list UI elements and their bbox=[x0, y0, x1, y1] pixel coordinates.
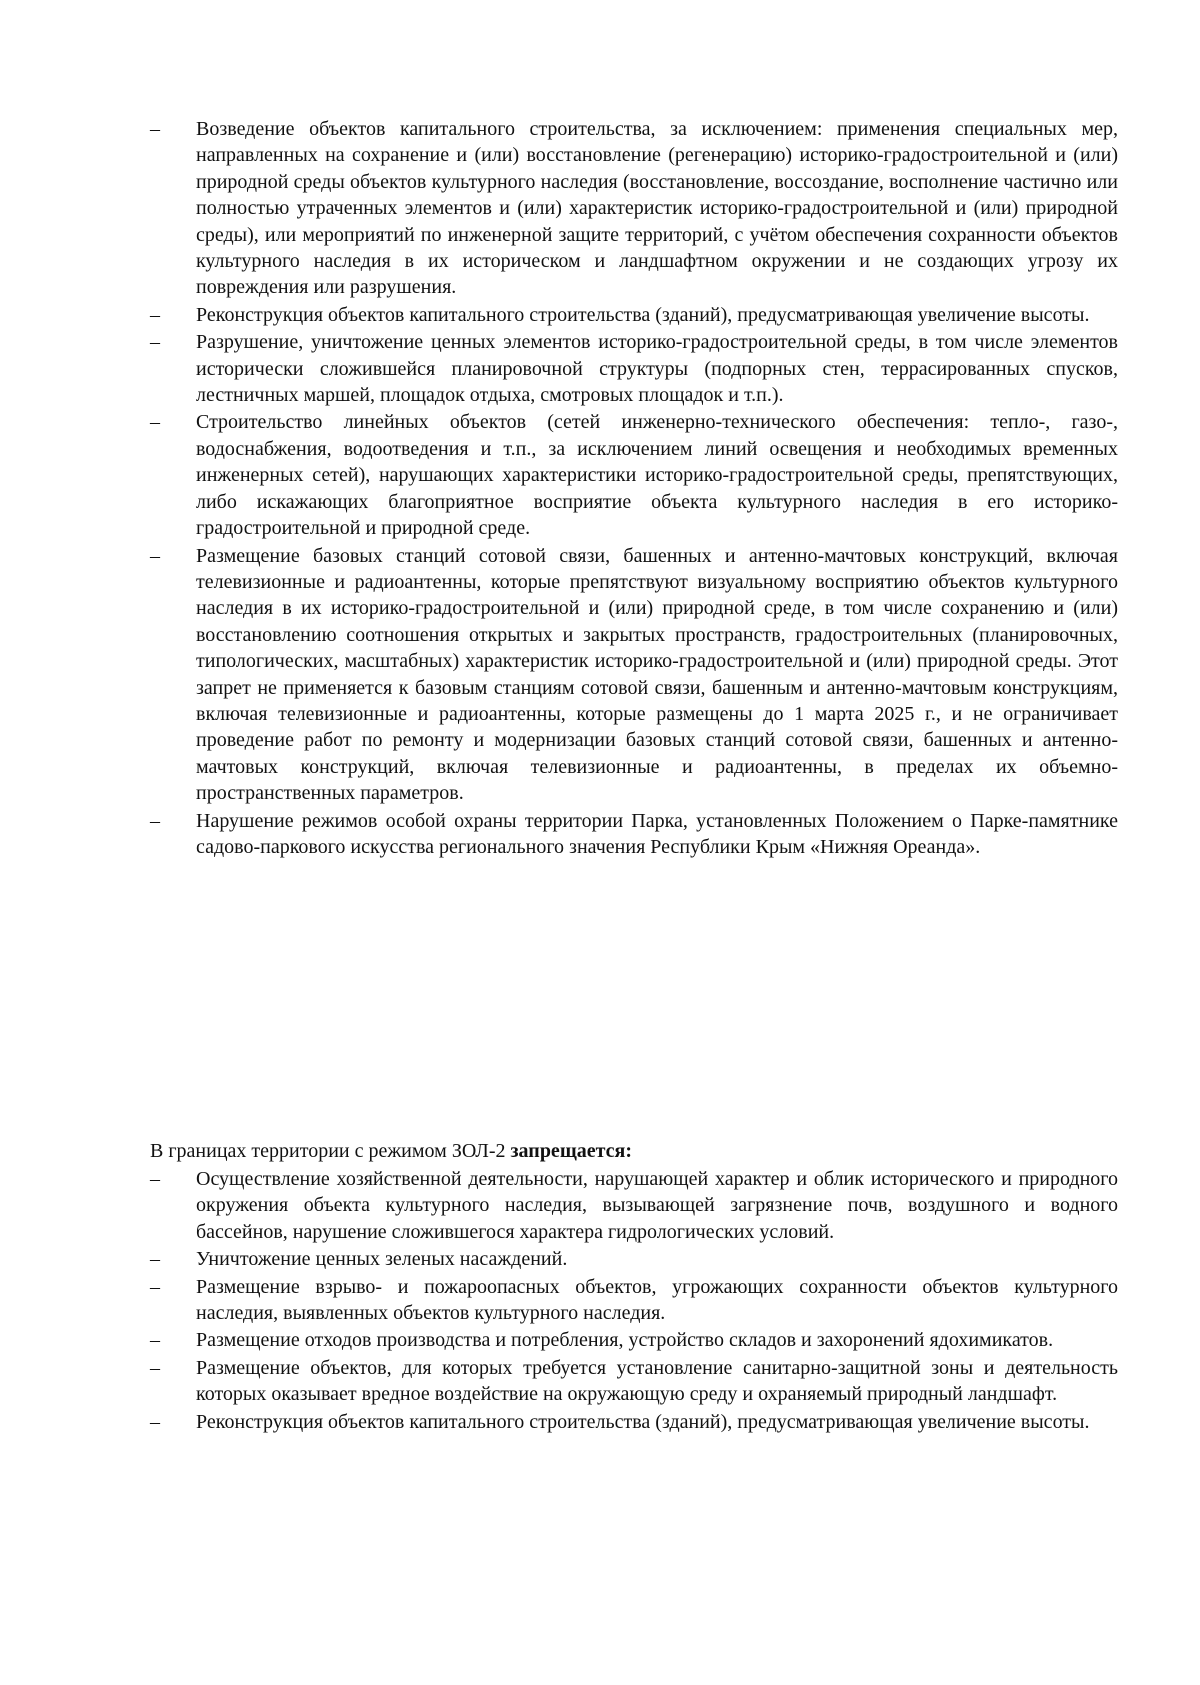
zone-heading bbox=[150, 1138, 1118, 1164]
list-item bbox=[150, 808, 1118, 861]
bullet-list bbox=[150, 116, 1118, 860]
list-item bbox=[150, 329, 1118, 408]
list-item-text: Реконструкция объектов капитального строительства (зданий), предусматривающая увеличение высоты. bbox=[196, 303, 1090, 326]
list-item bbox=[150, 1327, 1118, 1353]
list-item bbox=[150, 1355, 1118, 1408]
list-item bbox=[150, 1274, 1118, 1327]
list-item-text: Разрушение, уничтожение ценных элементов историко-градостроительной среды, в том числе элементов исторически сложившейся планировочной структуры (подпорных стен, террасированных спусков, лестничных маршей, площадок отдыха, смотровых площадок и т.п.). bbox=[196, 331, 1118, 407]
zone-heading-bold: запрещается: bbox=[510, 1140, 632, 1162]
list-item-text: Размещение отходов производства и потребления, устройство складов и захоронений ядохимикатов. bbox=[196, 1329, 1054, 1352]
list-item bbox=[150, 116, 1118, 301]
list-item-text: Реконструкция объектов капитального строительства (зданий), предусматривающая увеличение высоты. bbox=[196, 1410, 1090, 1433]
zone-heading-text: В границах территории с режимом ЗОЛ-2 bbox=[150, 1140, 511, 1162]
dash-marker: – bbox=[150, 1248, 160, 1271]
dash-marker: – bbox=[150, 331, 160, 354]
dash-marker: – bbox=[150, 1356, 160, 1379]
list-item bbox=[150, 302, 1118, 328]
list-item bbox=[150, 1246, 1118, 1272]
list-item bbox=[150, 409, 1118, 541]
dash-marker: – bbox=[150, 1275, 160, 1298]
list-item-text: Возведение объектов капитального строительства, за исключением: применения специальных мер, направленных на сохранение и (или) восстановление (регенерацию) историко-градостроительной и (или) природной среды объектов культурного наследия (восстановление, воссоздание, восполнение частично или полностью утраченных элементов и (или) характеристик историко-градостроительной и (или) природной среды), или мероприятий по инженерной защите территорий, с учётом обеспечения сохранности объектов культурного наследия в их историческом и ландшафтном окружении и не создающих угрозу их повреждения или разрушения. bbox=[196, 118, 1118, 299]
list-item-text: Строительство линейных объектов (сетей инженерно-технического обеспечения: тепло-, газо-, водоснабжения, водоотведения и т.п., за исключением линий освещения и необходимых временных инженерных сетей), нарушающих характеристики историко-градостроительной среды, препятствующих, либо искажающих благоприятное восприятие объекта культурного наследия в его историко-градостроительной и природной среде. bbox=[196, 411, 1118, 540]
dash-marker: – bbox=[150, 411, 160, 434]
dash-marker: – bbox=[150, 118, 160, 140]
list-item bbox=[150, 1409, 1118, 1435]
list-item-text: Осуществление хозяйственной деятельности, нарушающей характер и облик исторического и природного окружения объекта культурного наследия, вызывающей загрязнение почв, воздушного и водного бассейнов, нарушение сложившегося характера гидрологических условий. bbox=[196, 1168, 1118, 1243]
dash-marker: – bbox=[150, 1329, 160, 1352]
prohibitions-list-2 bbox=[150, 1166, 1118, 1435]
list-item-text: Размещение базовых станций сотовой связи, башенных и антенно-мачтовых конструкций, включая телевизионные и радиоантенны, которые препятствуют визуальному восприятию объектов культурного наследия в их историко-градостроительной и (или) природной среде, в том числе сохранению и (или) восстановлению соотношения открытых и закрытых пространств, градостроительных (планировочных, типологических, масштабных) характеристик историко-градостроительной и (или) природной среды. Этот запрет не применяется к базовым станциям сотовой связи, башенным и антенно-мачтовым конструкциям, включая телевизионные и радиоантенны, которые размещены до 1 марта 2025 г., и не ограничивает проведение работ по ремонту и модернизации базовых станций сотовой связи, башенных и антенно-мачтовых конструкций, включая телевизионные и радиоантенны, в пределах их объемно-пространственных параметров. bbox=[196, 544, 1118, 805]
prohibitions-list-1 bbox=[150, 116, 1118, 860]
dash-marker: – bbox=[150, 809, 160, 832]
list-item bbox=[150, 543, 1118, 807]
dash-marker: – bbox=[150, 303, 160, 326]
dash-marker: – bbox=[150, 544, 160, 567]
list-item-text: Уничтожение ценных зеленых насаждений. bbox=[196, 1248, 568, 1271]
bullet-list bbox=[150, 1166, 1118, 1435]
list-item bbox=[150, 1166, 1118, 1245]
list-item-text: Размещение взрыво- и пожароопасных объектов, угрожающих сохранности объектов культурного наследия, выявленных объектов культурного наследия. bbox=[196, 1275, 1118, 1325]
list-item-text: Нарушение режимов особой охраны территории Парка, установленных Положением о Парке-памятнике садово-паркового искусства регионального значения Республики Крым «Нижняя Ореанда». bbox=[196, 809, 1118, 858]
dash-marker: – bbox=[150, 1168, 160, 1190]
dash-marker: – bbox=[150, 1410, 160, 1433]
list-item-text: Размещение объектов, для которых требуется установление санитарно-защитной зоны и деятельность которых оказывает вредное воздействие на окружающую среду и охраняемый природный ландшафт. bbox=[196, 1356, 1118, 1406]
